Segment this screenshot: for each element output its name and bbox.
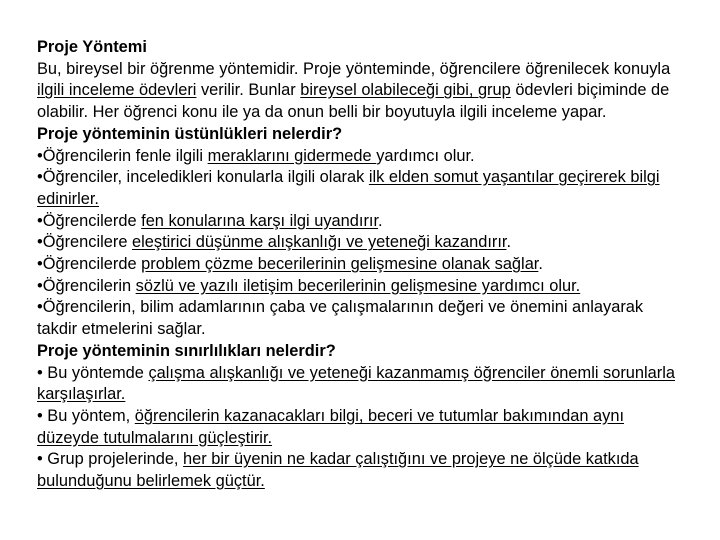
limitations-heading: Proje yönteminin sınırlılıkları nelerdir?	[37, 341, 336, 360]
advantage-item-3	[37, 211, 685, 233]
page-title: Proje Yöntemi	[37, 38, 147, 56]
advantage-5-underlined: problem çözme becerilerinin gelişmesine olanak sağlar	[141, 255, 539, 274]
intro-underlined-2: bireysel olabileceği gibi, grup	[300, 81, 511, 100]
advantage-4-underlined: eleştirici düşünme alışkanlığı ve yeteneği kazandırır	[132, 233, 507, 252]
advantage-item-2	[37, 167, 685, 210]
limitation-1-underlined: çalışma alışkanlığı ve yeteneği kazanmamış öğrenciler önemli sorunlarla karşılaşırlar.	[37, 363, 676, 404]
limitation-3-text: • Grup projelerinde,	[37, 450, 184, 469]
intro-text-3: ödevleri biçiminde de olabilir. Her öğrenci konu ile ya da onun belli bir boyutuyla ilgili inceleme yapar.	[37, 81, 670, 122]
slide-text-body	[37, 37, 685, 493]
advantage-item-1	[37, 146, 685, 168]
advantage-1-underlined: meraklarını gidermede	[207, 146, 377, 165]
intro-text-2: verilir. Bunlar	[196, 81, 301, 100]
limitation-3-underlined: her bir üyenin ne kadar çalıştığını ve projeye ne ölçüde katkıda bulunduğunu belirlemek güçtür.	[37, 450, 639, 491]
advantage-4-text: •Öğrencilere	[37, 233, 133, 252]
advantage-2-underlined: ilk elden somut yaşantılar geçirerek bilgi edinirler.	[37, 168, 660, 208]
advantage-3-underlined: fen konularına karşı ilgi uyandırır	[141, 211, 379, 230]
advantage-6-text: •Öğrencilerin	[37, 276, 136, 295]
limitation-item-2	[37, 406, 685, 449]
advantage-item-7: •Öğrencilerin, bilim adamlarının çaba ve çalışmalarının değeri ve önemini anlayarak takdir etmelerini sağlar.	[37, 298, 644, 339]
advantage-item-5	[37, 254, 685, 276]
limitation-2-underlined: öğrencilerin kazanacakları bilgi, beceri ve tutumlar bakımından aynı düzeyde tutulmalarını güçleştirir.	[37, 406, 625, 447]
advantage-5-text-end: .	[538, 255, 543, 274]
advantage-item-6	[37, 276, 685, 298]
limitation-item-1	[37, 363, 685, 406]
advantage-1-text-end: yardımcı olur.	[376, 146, 475, 165]
advantage-2-text: •Öğrenciler, inceledikleri konularla ilgili olarak	[37, 168, 369, 187]
intro-paragraph	[37, 59, 685, 124]
limitation-item-3	[37, 449, 685, 492]
intro-underlined-1: ilgili inceleme ödevleri	[37, 81, 197, 100]
advantage-1-text: •Öğrencilerin fenle ilgili	[37, 146, 208, 165]
advantage-item-4	[37, 232, 685, 254]
advantage-4-text-end: .	[506, 233, 512, 252]
advantage-3-text-end: .	[378, 211, 383, 230]
advantage-6-underlined: sözlü ve yazılı iletişim becerilerinin gelişmesine yardımcı olur.	[135, 276, 581, 295]
intro-text-1: Bu, bireysel bir öğrenme yöntemidir. Proje yönteminde, öğrencilere öğrenilecek konuyla	[37, 59, 671, 78]
advantage-5-text: •Öğrencilerde	[37, 255, 142, 274]
limitation-2-text: • Bu yöntem,	[37, 406, 135, 425]
advantages-heading: Proje yönteminin üstünlükleri nelerdir?	[37, 124, 343, 143]
advantage-3-text: •Öğrencilerde	[37, 211, 142, 230]
limitation-1-text: • Bu yöntemde	[37, 363, 149, 382]
